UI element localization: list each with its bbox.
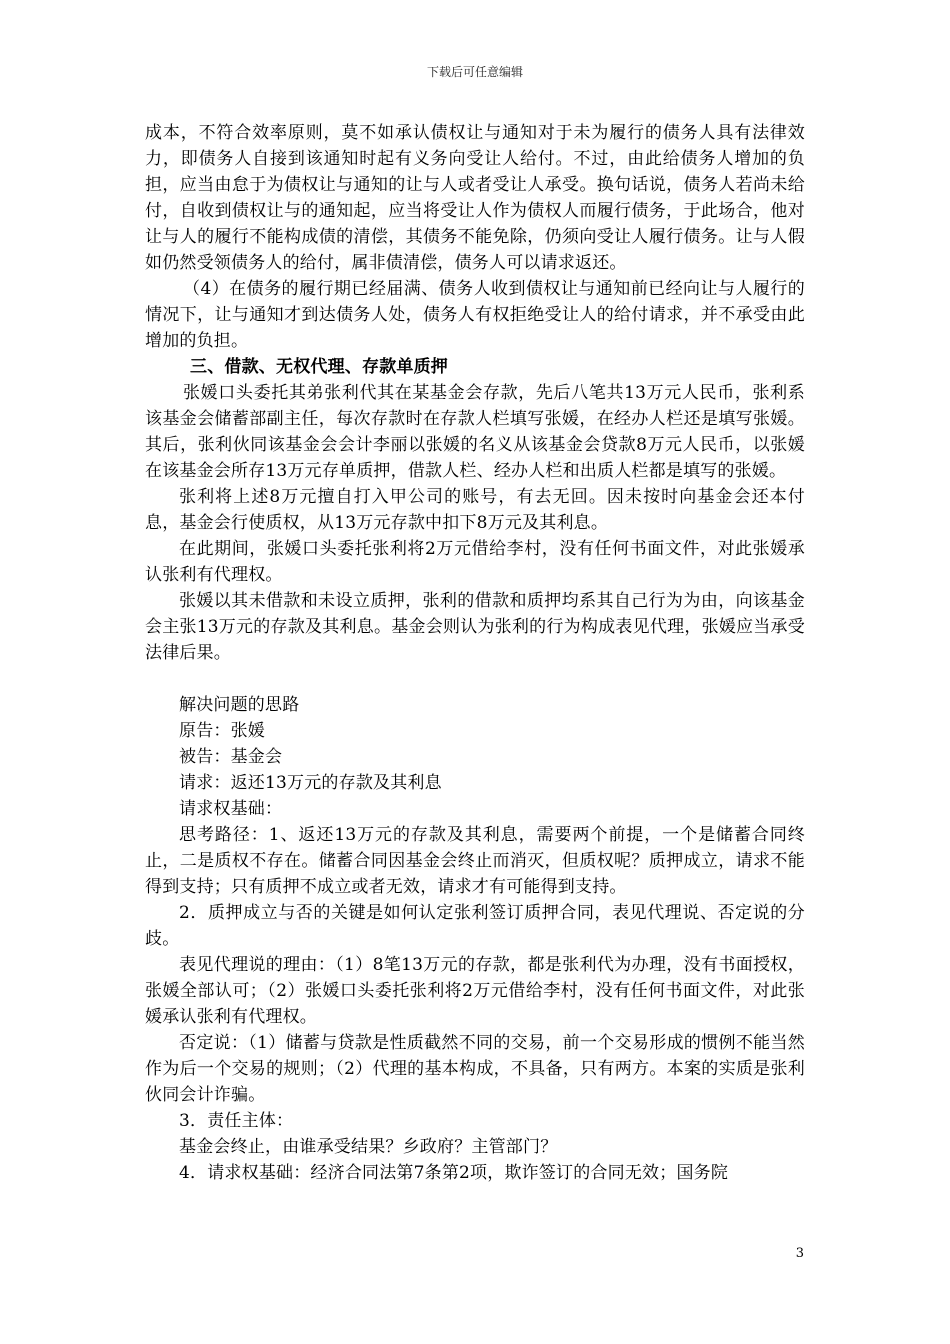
page-header: 下载后可任意编辑 [426,65,523,79]
paragraph: 张利将上述8万元擅自打入甲公司的账号，有去无回。因未按时向基金会还本付息，基金会行使质权，从13万元存款中扣下8万元及其利息。 [145,487,805,533]
paragraph: 原告：张媛 [179,721,265,741]
paragraph: 基金会终止，由谁承受结果？乡政府？主管部门？ [179,1137,558,1157]
paragraph: 请求：返还13万元的存款及其利息 [179,773,442,793]
paragraph: 张媛以其未借款和未设立质押，张利的借款和质押均系其自己行为为由，向该基金会主张13万元的存款及其利息。基金会则认为张利的行为构成表见代理，张媛应当承受法律后果。 [145,591,805,663]
paragraph: 思考路径：1、返还13万元的存款及其利息，需要两个前提，一个是储蓄合同终止，二是质权不存在。储蓄合同因基金会终止而消灭，但质权呢？质押成立，请求不能得到支持；只有质押不成立或者无效，请求才有可能得到支持。 [145,825,805,897]
paragraph: 在此期间，张媛口头委托张利将2万元借给李村，没有任何书面文件，对此张媛承认张利有代理权。 [145,539,805,585]
section-heading: 三、借款、无权代理、存款单质押 [190,357,448,377]
paragraph: 3．责任主体： [179,1111,294,1131]
paragraph: 表见代理说的理由：（1）8笔13万元的存款，都是张利代为办理，没有书面授权，张媛全部认可；（2）张媛口头委托张利将2万元借给李村，没有任何书面文件，对此张媛承认张利有代理权。 [145,955,805,1027]
page-number: 3 [795,1246,804,1261]
paragraph: 张媛口头委托其弟张利代其在某基金会存款，先后八笔共13万元人民币，张利系该基金会储蓄部副主任，每次存款时在存款人栏填写张媛，在经办人栏还是填写张媛。其后，张利伙同该基金会会计李丽以张媛的名义从该基金会贷款8万元人民币，以张媛在该基金会所存13万元存单质押，借款人栏、经办人栏和出质人栏都是填写的张媛。 [145,383,805,481]
paragraph: 解决问题的思路 [179,695,300,715]
paragraph: 请求权基础： [179,799,283,819]
spacer [145,666,805,692]
paragraph: 2．质押成立与否的关键是如何认定张利签订质押合同，表见代理说、否定说的分歧。 [145,903,805,949]
paragraph: 被告：基金会 [179,747,283,767]
paragraph: （4）在债务的履行期已经届满、债务人收到债权让与通知前已经向让与人履行的情况下，让与通知才到达债务人处，债务人有权拒绝受让人的给付请求，并不承受由此增加的负担。 [145,279,805,351]
document-body [145,120,805,1186]
paragraph: 否定说：（1）储蓄与贷款是性质截然不同的交易，前一个交易形成的惯例不能当然作为后一个交易的规则；（2）代理的基本构成，不具备，只有两方。本案的实质是张利伙同会计诈骗。 [145,1033,805,1105]
paragraph: 4．请求权基础：经济合同法第7条第2项，欺诈签订的合同无效；国务院 [179,1163,729,1183]
paragraph: 成本，不符合效率原则，莫不如承认债权让与通知对于未为履行的债务人具有法律效力，即债务人自接到该通知时起有义务向受让人给付。不过，由此给债务人增加的负担，应当由怠于为债权让与通知的让与人或者受让人承受。换句话说，债务人若尚未给付，自收到债权让与的通知起，应当将受让人作为债权人而履行债务，于此场合，他对让与人的履行不能构成债的清偿，其债务不能免除，仍须向受让人履行债务。让与人假如仍然受领债务人的给付，属非债清偿，债务人可以请求返还。 [145,123,805,273]
